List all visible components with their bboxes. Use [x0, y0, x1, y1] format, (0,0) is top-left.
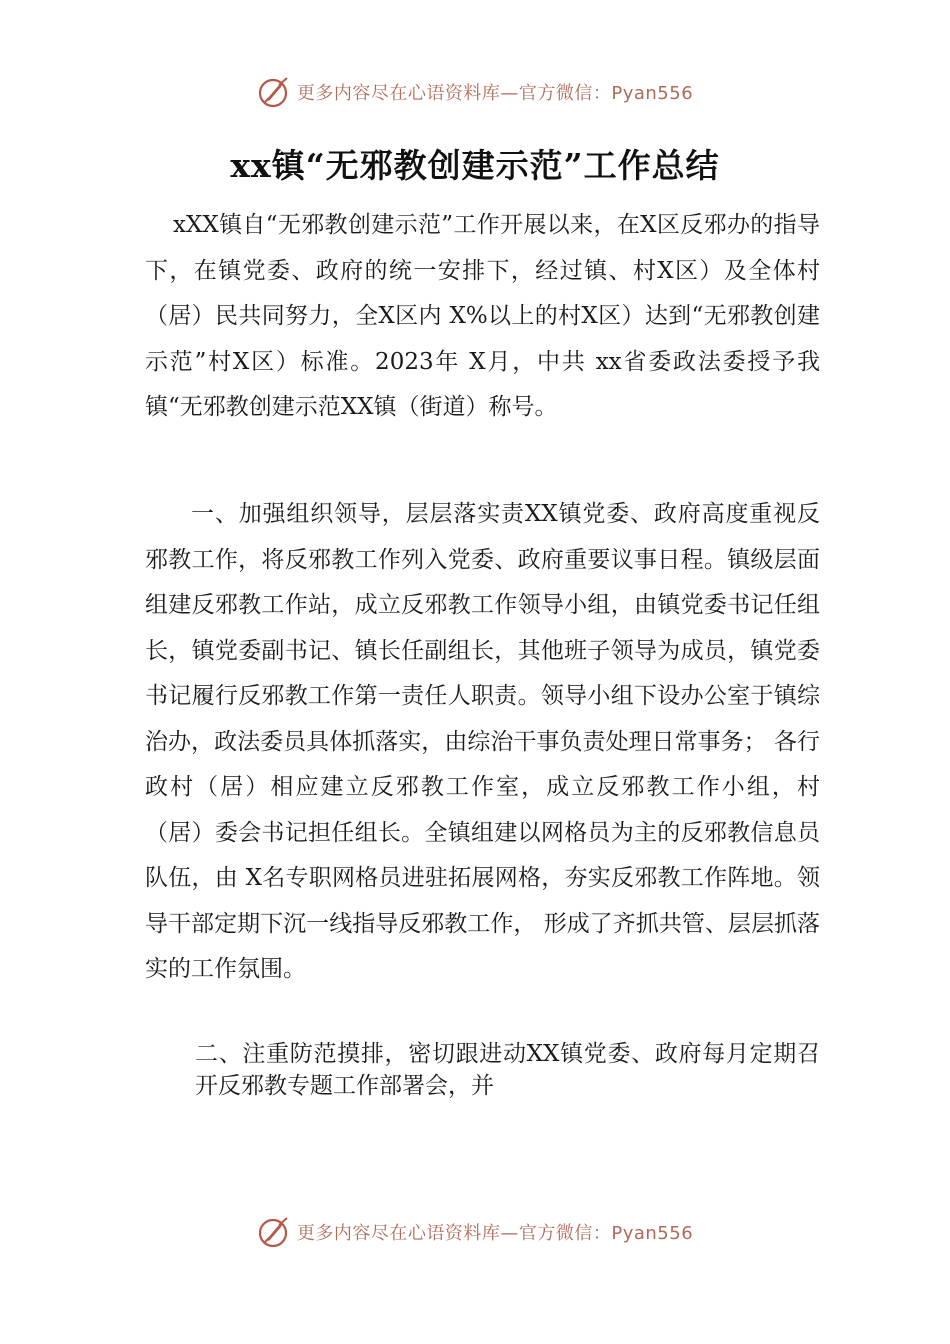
section-two-paragraph: 二、注重防范摸排，密切跟进动XX镇党委、政府每月定期召开反邪教专题工作部署会，并	[195, 1041, 820, 1099]
header-watermark	[0, 72, 950, 112]
quill-pen-logo-icon	[257, 1215, 291, 1249]
intro-paragraph: xXX镇自“无邪教创建示范”工作开展以来，在X区反邪办的指导下，在镇党委、政府的统一安排下，经过镇、村X区）及全体村（居）民共同努力，全X区内 X%以上的村X区）达到“无邪教创建示范”村X区）标准。2023年 X月，中共 xx省委政法委授予我镇“无邪教创建示范XX镇（街道）称号。	[145, 212, 820, 420]
watermark-text: 更多内容尽在心语资料库—官方微信：Pyan556	[296, 1223, 694, 1244]
section-one-paragraph: 一、加强组织领导，层层落实责XX镇党委、政府高度重视反邪教工作，将反邪教工作列入党委、政府重要议事日程。镇级层面组建反邪教工作站，成立反邪教工作领导小组，由镇党委书记任组长，镇党委副书记、镇长任副组长，其他班子领导为成员，镇党委书记履行反邪教工作第一责任人职责。领导小组下设办公室于镇综治办，政法委员具体抓落实，由综治干事负责处理日常事务； 各行政村（居）相应建立反邪教工作室，成立反邪教工作小组，村（居）委会书记担任组长。全镇组建以网格员为主的反邪教信息员队伍，由 X名专职网格员进驻拓展网格，夯实反邪教工作阵地。领导干部定期下沉一线指导反邪教工作， 形成了齐抓共管、层层抓落实的工作氛围。	[145, 501, 820, 982]
footer-watermark	[0, 1212, 950, 1252]
document-title: xx镇“无邪教创建示范”工作总结	[230, 146, 720, 185]
quill-pen-logo-icon	[257, 75, 291, 109]
watermark-text: 更多内容尽在心语资料库—官方微信：Pyan556	[296, 83, 694, 104]
